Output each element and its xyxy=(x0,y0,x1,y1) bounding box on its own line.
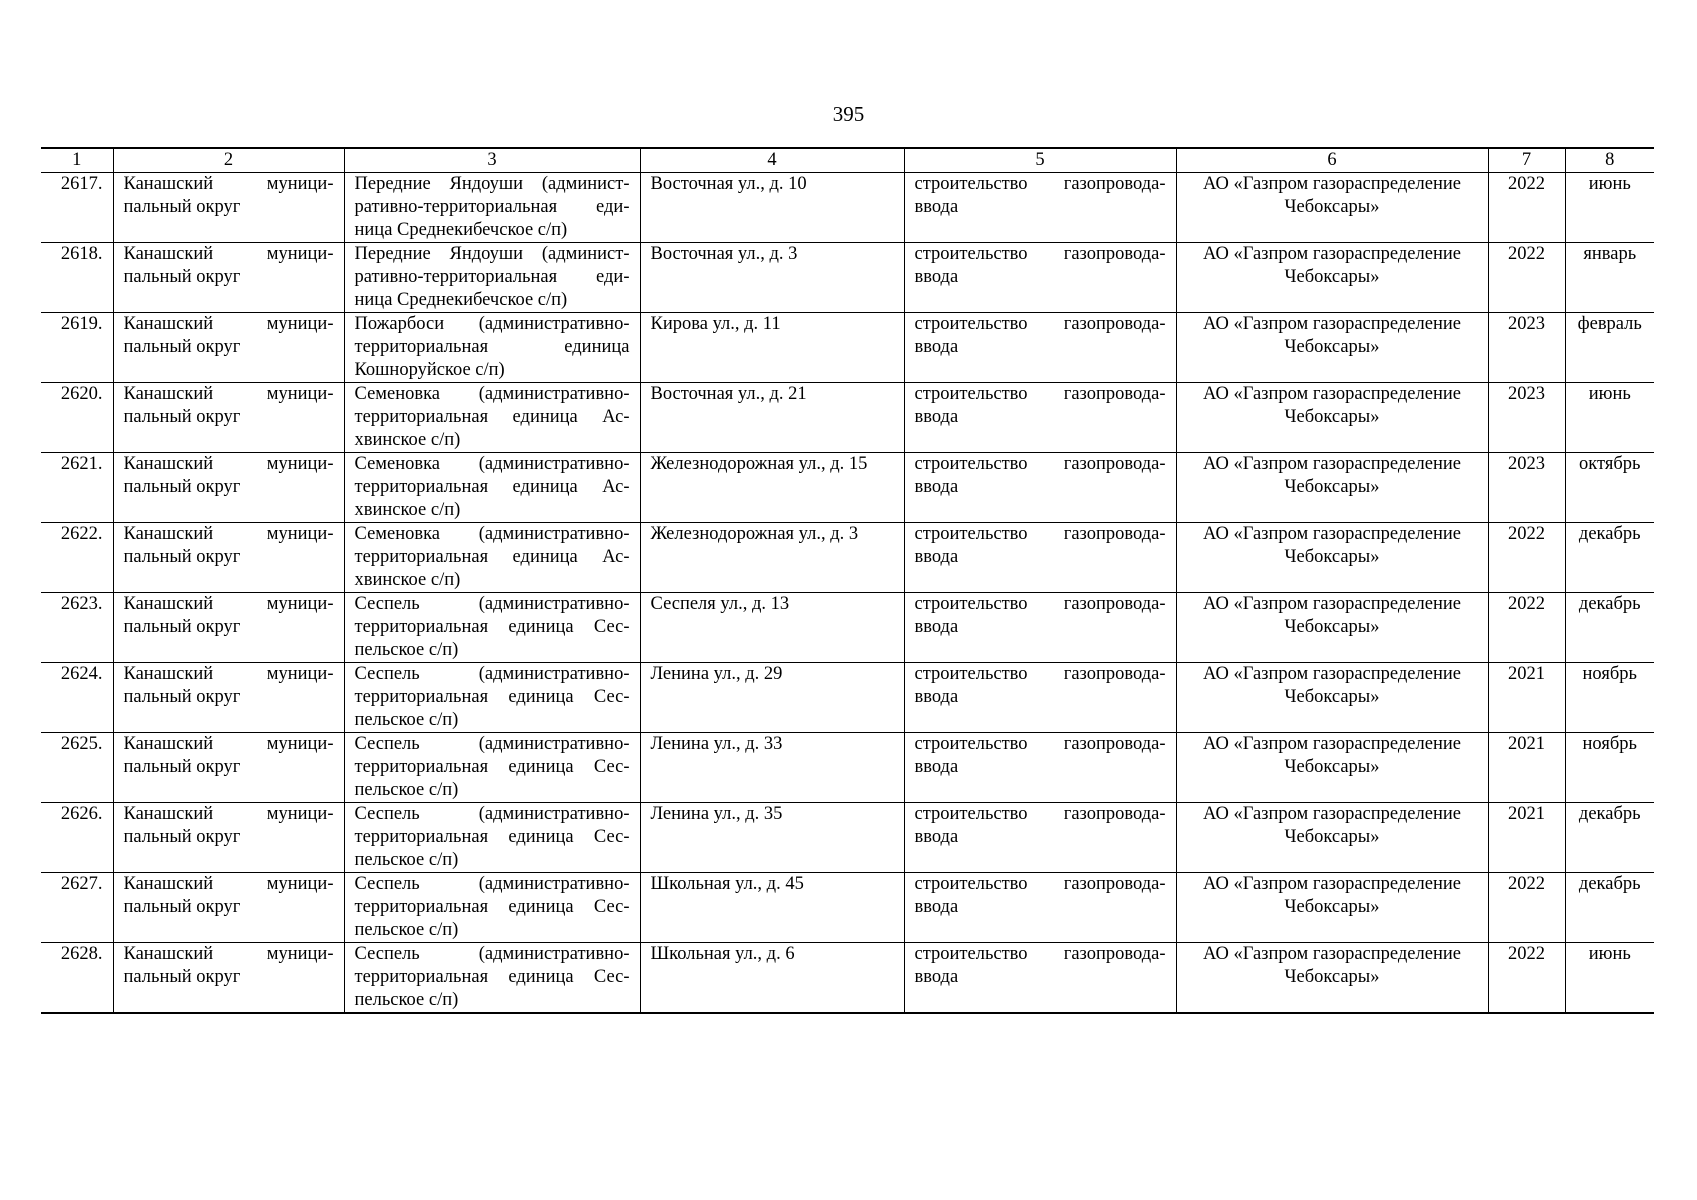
row-number: 2627. xyxy=(41,872,113,942)
locality-cell: Семеновка (административно-территориальная единица Ас-хвинское с/п) xyxy=(344,452,640,522)
district-cell: Канашский муници-пальный округ xyxy=(113,732,344,802)
table-row xyxy=(41,592,1654,662)
column-number: 1 xyxy=(41,148,113,172)
district-cell: Канашский муници-пальный округ xyxy=(113,522,344,592)
district-cell: Канашский муници-пальный округ xyxy=(113,452,344,522)
table-row xyxy=(41,172,1654,242)
year-cell: 2021 xyxy=(1488,732,1565,802)
registry-table xyxy=(41,147,1654,1014)
year-cell: 2022 xyxy=(1488,172,1565,242)
month-cell: декабрь xyxy=(1565,522,1654,592)
work-type-cell: строительство газопровода-ввода xyxy=(904,732,1176,802)
table-row xyxy=(41,662,1654,732)
year-cell: 2021 xyxy=(1488,802,1565,872)
organization-cell: АО «Газпром газораспределение Чебоксары» xyxy=(1176,452,1488,522)
address-cell: Ленина ул., д. 33 xyxy=(640,732,904,802)
month-cell: июнь xyxy=(1565,382,1654,452)
page-number: 395 xyxy=(832,102,865,126)
organization-cell: АО «Газпром газораспределение Чебоксары» xyxy=(1176,872,1488,942)
row-number: 2624. xyxy=(41,662,113,732)
column-number: 2 xyxy=(113,148,344,172)
row-number: 2619. xyxy=(41,312,113,382)
month-cell: ноябрь xyxy=(1565,662,1654,732)
address-cell: Школьная ул., д. 45 xyxy=(640,872,904,942)
locality-cell: Сеспель (административно-территориальная единица Сес-пельское с/п) xyxy=(344,872,640,942)
organization-cell: АО «Газпром газораспределение Чебоксары» xyxy=(1176,522,1488,592)
locality-cell: Семеновка (административно-территориальная единица Ас-хвинское с/п) xyxy=(344,522,640,592)
address-cell: Восточная ул., д. 21 xyxy=(640,382,904,452)
organization-cell: АО «Газпром газораспределение Чебоксары» xyxy=(1176,592,1488,662)
address-cell: Ленина ул., д. 35 xyxy=(640,802,904,872)
table-row xyxy=(41,242,1654,312)
district-cell: Канашский муници-пальный округ xyxy=(113,942,344,1013)
row-number: 2620. xyxy=(41,382,113,452)
locality-cell: Передние Яндоуши (админист-ративно-территориальная еди-ница Среднекибечское с/п) xyxy=(344,242,640,312)
year-cell: 2023 xyxy=(1488,382,1565,452)
work-type-cell: строительство газопровода-ввода xyxy=(904,522,1176,592)
table-row xyxy=(41,872,1654,942)
row-number: 2617. xyxy=(41,172,113,242)
work-type-cell: строительство газопровода-ввода xyxy=(904,592,1176,662)
organization-cell: АО «Газпром газораспределение Чебоксары» xyxy=(1176,382,1488,452)
work-type-cell: строительство газопровода-ввода xyxy=(904,662,1176,732)
table-row xyxy=(41,312,1654,382)
year-cell: 2021 xyxy=(1488,662,1565,732)
month-cell: декабрь xyxy=(1565,802,1654,872)
locality-cell: Сеспель (административно-территориальная единица Сес-пельское с/п) xyxy=(344,592,640,662)
address-cell: Школьная ул., д. 6 xyxy=(640,942,904,1013)
district-cell: Канашский муници-пальный округ xyxy=(113,312,344,382)
row-number: 2625. xyxy=(41,732,113,802)
year-cell: 2023 xyxy=(1488,312,1565,382)
column-number: 4 xyxy=(640,148,904,172)
work-type-cell: строительство газопровода-ввода xyxy=(904,802,1176,872)
month-cell: январь xyxy=(1565,242,1654,312)
month-cell: июнь xyxy=(1565,942,1654,1013)
column-number-row xyxy=(41,148,1654,172)
address-cell: Ленина ул., д. 29 xyxy=(640,662,904,732)
locality-cell: Пожарбоси (административно-территориальная единица Кошноруйское с/п) xyxy=(344,312,640,382)
month-cell: июнь xyxy=(1565,172,1654,242)
table-row xyxy=(41,382,1654,452)
column-number: 3 xyxy=(344,148,640,172)
row-number: 2628. xyxy=(41,942,113,1013)
organization-cell: АО «Газпром газораспределение Чебоксары» xyxy=(1176,662,1488,732)
work-type-cell: строительство газопровода-ввода xyxy=(904,872,1176,942)
table-row xyxy=(41,522,1654,592)
column-number: 5 xyxy=(904,148,1176,172)
locality-cell: Семеновка (административно-территориальная единица Ас-хвинское с/п) xyxy=(344,382,640,452)
locality-cell: Сеспель (административно-территориальная единица Сес-пельское с/п) xyxy=(344,802,640,872)
work-type-cell: строительство газопровода-ввода xyxy=(904,452,1176,522)
month-cell: ноябрь xyxy=(1565,732,1654,802)
work-type-cell: строительство газопровода-ввода xyxy=(904,312,1176,382)
district-cell: Канашский муници-пальный округ xyxy=(113,172,344,242)
organization-cell: АО «Газпром газораспределение Чебоксары» xyxy=(1176,802,1488,872)
month-cell: декабрь xyxy=(1565,592,1654,662)
column-number: 8 xyxy=(1565,148,1654,172)
row-number: 2621. xyxy=(41,452,113,522)
row-number: 2618. xyxy=(41,242,113,312)
year-cell: 2022 xyxy=(1488,872,1565,942)
address-cell: Железнодорожная ул., д. 15 xyxy=(640,452,904,522)
year-cell: 2022 xyxy=(1488,522,1565,592)
row-number: 2626. xyxy=(41,802,113,872)
address-cell: Кирова ул., д. 11 xyxy=(640,312,904,382)
year-cell: 2022 xyxy=(1488,942,1565,1013)
row-number: 2622. xyxy=(41,522,113,592)
year-cell: 2022 xyxy=(1488,242,1565,312)
district-cell: Канашский муници-пальный округ xyxy=(113,662,344,732)
district-cell: Канашский муници-пальный округ xyxy=(113,242,344,312)
registry-body xyxy=(41,148,1654,1013)
organization-cell: АО «Газпром газораспределение Чебоксары» xyxy=(1176,732,1488,802)
organization-cell: АО «Газпром газораспределение Чебоксары» xyxy=(1176,942,1488,1013)
organization-cell: АО «Газпром газораспределение Чебоксары» xyxy=(1176,172,1488,242)
month-cell: октябрь xyxy=(1565,452,1654,522)
district-cell: Канашский муници-пальный округ xyxy=(113,872,344,942)
organization-cell: АО «Газпром газораспределение Чебоксары» xyxy=(1176,312,1488,382)
locality-cell: Сеспель (административно-территориальная единица Сес-пельское с/п) xyxy=(344,942,640,1013)
address-cell: Восточная ул., д. 3 xyxy=(640,242,904,312)
work-type-cell: строительство газопровода-ввода xyxy=(904,382,1176,452)
row-number: 2623. xyxy=(41,592,113,662)
address-cell: Восточная ул., д. 10 xyxy=(640,172,904,242)
table-row xyxy=(41,452,1654,522)
district-cell: Канашский муници-пальный округ xyxy=(113,802,344,872)
work-type-cell: строительство газопровода-ввода xyxy=(904,242,1176,312)
district-cell: Канашский муници-пальный округ xyxy=(113,592,344,662)
address-cell: Сеспеля ул., д. 13 xyxy=(640,592,904,662)
table-row xyxy=(41,802,1654,872)
district-cell: Канашский муници-пальный округ xyxy=(113,382,344,452)
month-cell: декабрь xyxy=(1565,872,1654,942)
column-number: 7 xyxy=(1488,148,1565,172)
organization-cell: АО «Газпром газораспределение Чебоксары» xyxy=(1176,242,1488,312)
table-row xyxy=(41,942,1654,1013)
table-row xyxy=(41,732,1654,802)
locality-cell: Передние Яндоуши (админист-ративно-территориальная еди-ница Среднекибечское с/п) xyxy=(344,172,640,242)
year-cell: 2022 xyxy=(1488,592,1565,662)
address-cell: Железнодорожная ул., д. 3 xyxy=(640,522,904,592)
locality-cell: Сеспель (административно-территориальная единица Сес-пельское с/п) xyxy=(344,732,640,802)
year-cell: 2023 xyxy=(1488,452,1565,522)
month-cell: февраль xyxy=(1565,312,1654,382)
work-type-cell: строительство газопровода-ввода xyxy=(904,942,1176,1013)
work-type-cell: строительство газопровода-ввода xyxy=(904,172,1176,242)
locality-cell: Сеспель (административно-территориальная единица Сес-пельское с/п) xyxy=(344,662,640,732)
column-number: 6 xyxy=(1176,148,1488,172)
